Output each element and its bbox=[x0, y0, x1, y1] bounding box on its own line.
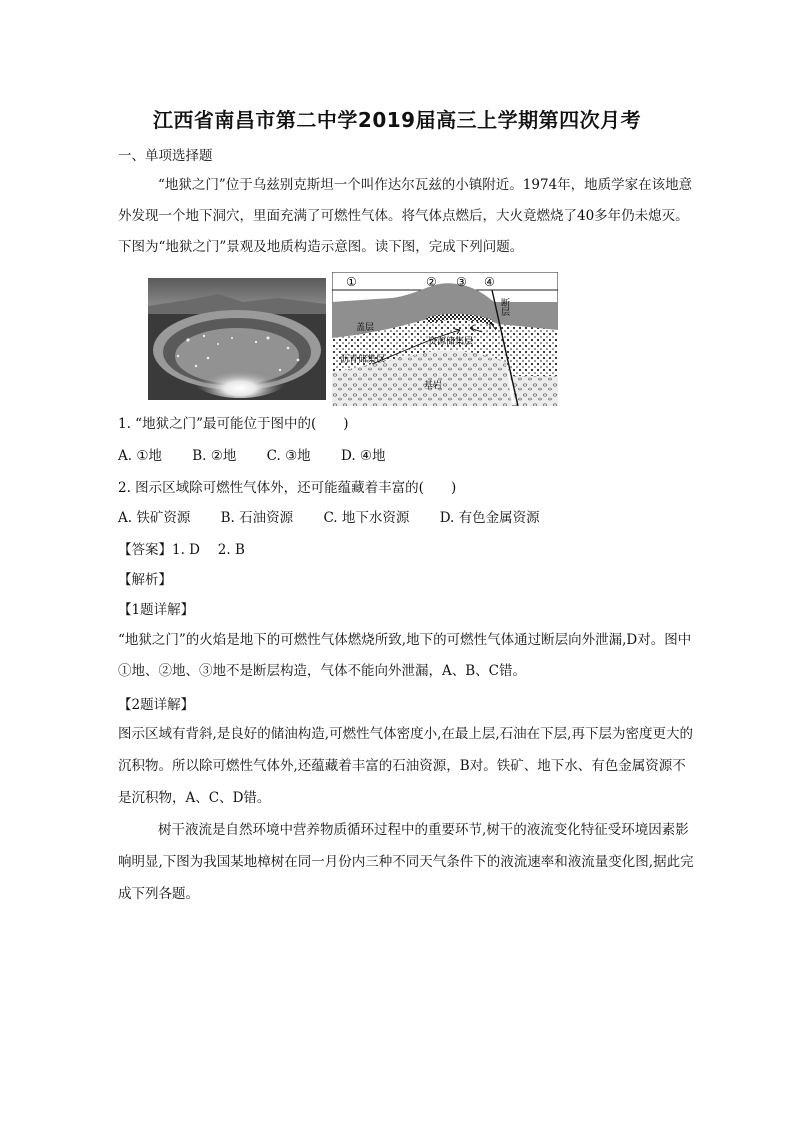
figure-group bbox=[148, 272, 558, 406]
q1-options bbox=[118, 446, 696, 466]
crater-photo bbox=[148, 278, 326, 400]
q2-option-c: C. 地下水资源 bbox=[323, 510, 410, 526]
q2-option-d: D. 有色金属资源 bbox=[439, 510, 540, 526]
section-heading: 一、单项选择题 bbox=[118, 148, 213, 164]
q1-option-b: B. ②地 bbox=[192, 448, 237, 464]
q1-stem: 1. “地狱之门”最可能位于图中的( ) bbox=[118, 416, 349, 432]
reservoir-layer-label: 资源储集层 bbox=[428, 337, 474, 347]
q1-option-d: D. ④地 bbox=[340, 448, 386, 464]
detail2-heading: 【2题详解】 bbox=[118, 697, 195, 713]
q2-stem: 2. 图示区域除可燃性气体外，还可能蕴藏着丰富的( ) bbox=[118, 480, 457, 496]
geologic-section-diagram bbox=[332, 272, 558, 406]
fault-label: 断层 bbox=[499, 298, 509, 316]
q1-option-c: C. ③地 bbox=[266, 448, 311, 464]
q2-options bbox=[118, 508, 696, 528]
cap-layer-label: 盖层 bbox=[356, 323, 375, 333]
q2-option-b: B. 石油资源 bbox=[220, 510, 294, 526]
bedrock-label: 基岩 bbox=[424, 381, 443, 391]
intro-paragraph: “地狱之门”位于乌兹别克斯坦一个叫作达尔瓦兹的小镇附近。1974年，地质学家在该地意外发现一个地下洞穴，里面充满了可燃性气体。将气体点燃后，大火竟燃烧了40多年仍未熄灭。下图为“地狱之门”景观及地质构造示意图。读下图，完成下列问题。 bbox=[118, 177, 693, 255]
marker-1: ① bbox=[346, 275, 357, 289]
detail1-heading: 【1题详解】 bbox=[118, 602, 195, 618]
next-intro-paragraph: 树干液流是自然环境中营养物质循环过程中的重要环节,树干的液流变化特征受环境因素影响明显,下图为我国某地樟树在同一月份内三种不同天气条件下的液流速率和液流量变化图,据此完成下列各题。 bbox=[118, 822, 694, 902]
asphalt-layer-label: 沥青储集层 bbox=[340, 355, 386, 365]
q1-option-a: A. ①地 bbox=[118, 448, 162, 464]
marker-2: ② bbox=[426, 275, 437, 289]
marker-3: ③ bbox=[456, 275, 467, 289]
detail1-text: “地狱之门”的火焰是地下的可燃性气体燃烧所致,地下的可燃性气体通过断层向外泄漏,D对。图中①地、②地、③地不是断层构造，气体不能向外泄漏，A、B、C错。 bbox=[118, 632, 692, 679]
detail2-text: 图示区域有背斜,是良好的储油构造,可燃性气体密度小,在最上层,石油在下层,再下层为密度更大的沉积物。所以除可燃性气体外,还蕴藏着丰富的石油资源，B对。铁矿、地下水、有色金属资源不是沉积物，A、C、D错。 bbox=[118, 726, 693, 806]
analysis-heading: 【解析】 bbox=[118, 572, 172, 588]
q2-option-a: A. 铁矿资源 bbox=[118, 510, 191, 526]
page-title: 江西省南昌市第二中学2019届高三上学期第四次月考 bbox=[152, 108, 642, 132]
marker-4: ④ bbox=[484, 275, 495, 289]
answer-line: 【答案】1. D 2. B bbox=[118, 542, 245, 558]
